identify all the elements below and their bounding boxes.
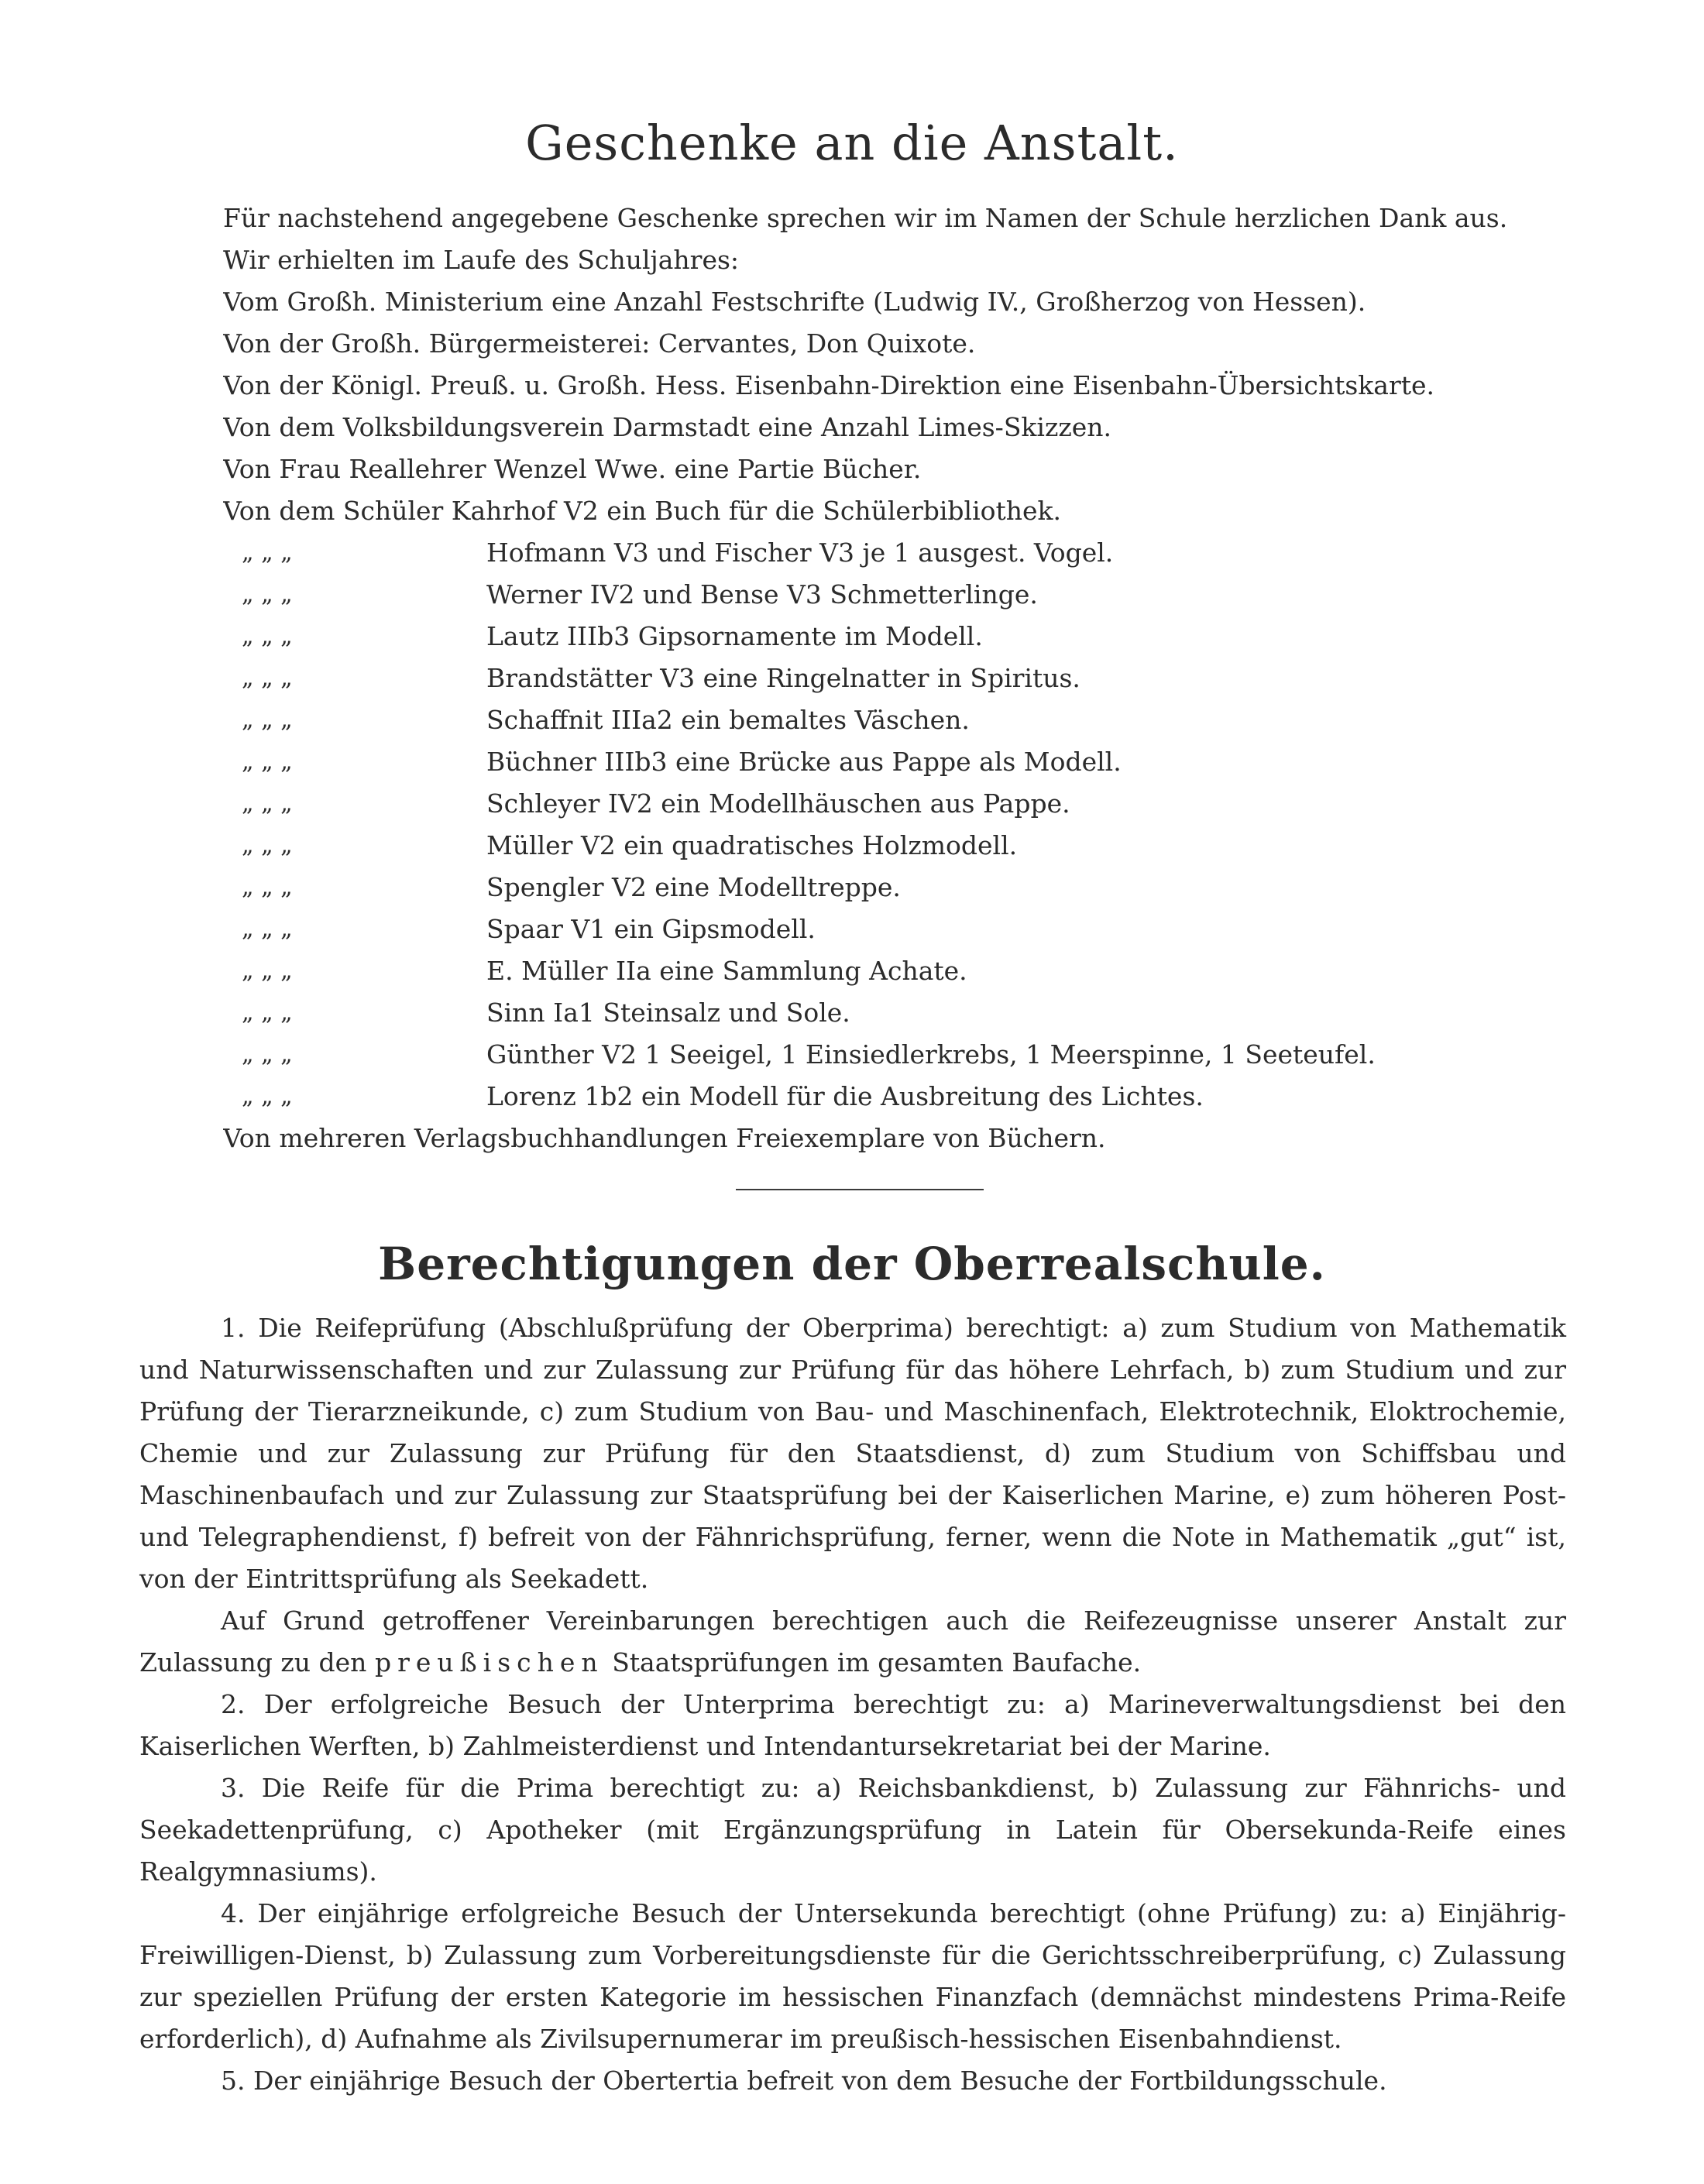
ditto-mark: „ „ „ (242, 832, 293, 859)
gifts-intro-line: Für nachstehend angegebene Geschenke sprechen wir im Namen der Schule herzlichen Dank aus. (223, 203, 1508, 233)
rights-paragraph-1: 1. Die Reifeprüfung (Abschlußprüfung der Oberprima) berechtigt: a) zum Studium von Mathematik und Naturwissenschaften und zur Zulassung zur Prüfung für das höhere Lehrfach, b) zum Studium und zur Prüfung der Tierarzneikunde, c) zum Studium von Bau- und Maschinenfach, Elektrotechnik, Eloktrochemie, Chemie und zur Zulassung zur Prüfung für den Staatsdienst, d) zum Studium von Schiffsbau und Maschinenbaufach und zur Zulassung zur Staatsprüfung bei der Kaiserlichen Marine, e) zum höheren Post- und Telegraphendienst, f) befreit von der Fähnrichsprüfung, ferner, wenn die Note in Mathematik „gut“ ist, von der Eintrittsprüfung als Seekadett. (139, 1313, 1566, 1594)
gift-entry: Büchner IIIb3 eine Brücke aus Pappe als Modell. (486, 747, 1122, 777)
ditto-mark: „ „ „ (242, 623, 293, 650)
gift-entry: Hofmann V3 und Fischer V3 je 1 ausgest. Vogel. (486, 537, 1114, 568)
gift-entry: Lautz IIIb3 Gipsornamente im Modell. (486, 621, 983, 651)
gift-entry: Lorenz 1b2 ein Modell für die Ausbreitung des Lichtes. (486, 1081, 1204, 1111)
gift-entry: Schleyer IV2 ein Modellhäuschen aus Pappe. (486, 788, 1070, 819)
gifts-intro-line: Von dem Schüler Kahrhof V2 ein Buch für die Schülerbibliothek. (223, 496, 1062, 526)
gifts-title: Geschenke an die Anstalt. (525, 115, 1179, 171)
ditto-mark: „ „ „ (242, 1083, 293, 1110)
rights-paragraph-2: 2. Der erfolgreiche Besuch der Unterprima berechtigt zu: a) Marineverwaltungsdienst bei den Kaiserlichen Werften, b) Zahlmeisterdienst und Intendantursekretariat bei der Marine. (139, 1689, 1566, 1761)
section-divider (736, 1189, 984, 1190)
ditto-mark: „ „ „ (242, 790, 293, 817)
rights-paragraph-5: 5. Der einjährige Besuch der Obertertia befreit von dem Besuche der Fortbildungsschule. (221, 2066, 1387, 2096)
gifts-intro-line: Von der Großh. Bürgermeisterei: Cervantes, Don Quixote. (223, 328, 976, 359)
ditto-mark: „ „ „ (242, 748, 293, 775)
ditto-mark: „ „ „ (242, 539, 293, 566)
gifts-intro-line: Von der Königl. Preuß. u. Großh. Hess. Eisenbahn-Direktion eine Eisenbahn-Übersichtskarte. (223, 370, 1435, 400)
gifts-intro-line: Von dem Volksbildungsverein Darmstadt eine Anzahl Limes-Skizzen. (223, 412, 1112, 442)
ditto-mark: „ „ „ (242, 1041, 293, 1068)
gift-entry: Spaar V1 ein Gipsmodell. (486, 914, 816, 944)
gift-entry: Brandstätter V3 eine Ringelnatter in Spiritus. (486, 663, 1080, 693)
gift-entry: Schaffnit IIIa2 ein bemaltes Väschen. (486, 705, 970, 735)
rights-title: Berechtigungen der Oberrealschule. (378, 1238, 1326, 1290)
gift-entry: Sinn Ia1 Steinsalz und Sole. (486, 998, 850, 1028)
rights-paragraph-1b-start: Auf Grund getroffener Vereinbarungen berechtigen auch die Reifezeugnisse unserer Anstalt zur Zulassung zu den (139, 1605, 1566, 1677)
gifts-intro-line: Wir erhielten im Laufe des Schuljahres: (223, 245, 740, 275)
ditto-mark: „ „ „ (242, 581, 293, 608)
gift-entry: E. Müller IIa eine Sammlung Achate. (486, 956, 967, 986)
ditto-mark: „ „ „ (242, 664, 293, 692)
ditto-mark: „ „ „ (242, 874, 293, 901)
rights-paragraph-1b-end: Staatsprüfungen im gesamten Baufache. (612, 1647, 1142, 1677)
ditto-mark: „ „ „ (242, 957, 293, 984)
gifts-intro-line: Von Frau Reallehrer Wenzel Wwe. eine Partie Bücher. (223, 454, 922, 484)
gift-entry: Günther V2 1 Seeigel, 1 Einsiedlerkrebs, 1 Meerspinne, 1 Seeteufel. (486, 1039, 1376, 1070)
rights-paragraph-1b (139, 1600, 1566, 1684)
ditto-mark: „ „ „ (242, 915, 293, 943)
gift-entry: Müller V2 ein quadratisches Holzmodell. (486, 830, 1018, 860)
spaced-word: preußischen (374, 1647, 604, 1677)
gift-entry: Spengler V2 eine Modelltreppe. (486, 872, 901, 902)
gifts-closing-line: Von mehreren Verlagsbuchhandlungen Freiexemplare von Büchern. (223, 1123, 1106, 1153)
rights-paragraph-4: 4. Der einjährige erfolgreiche Besuch der Untersekunda berechtigt (ohne Prüfung) zu: a) Einjährig-Freiwilligen-Dienst, b) Zulassung zum Vorbereitungsdienste für die Gerichtsschreiberprüfung, c) Zulassung zur speziellen Prüfung der ersten Kategorie im hessischen Finanzfach (demnächst mindestens Prima-Reife erforderlich), d) Aufnahme als Zivilsupernumerar im preußisch-hessischen Eisenbahndienst. (139, 1898, 1566, 2054)
gift-entry: Werner IV2 und Bense V3 Schmetterlinge. (486, 579, 1038, 610)
gifts-intro-line: Vom Großh. Ministerium eine Anzahl Festschrifte (Ludwig IV., Großherzog von Hessen). (223, 287, 1366, 317)
ditto-mark: „ „ „ (242, 706, 293, 733)
ditto-mark: „ „ „ (242, 999, 293, 1026)
rights-paragraph-3: 3. Die Reife für die Prima berechtigt zu: a) Reichsbankdienst, b) Zulassung zur Fähnrichs- und Seekadettenprüfung, c) Apotheker (mit Ergänzungsprüfung in Latein für Obersekunda-Reife eines Realgymnasiums). (139, 1773, 1566, 1887)
